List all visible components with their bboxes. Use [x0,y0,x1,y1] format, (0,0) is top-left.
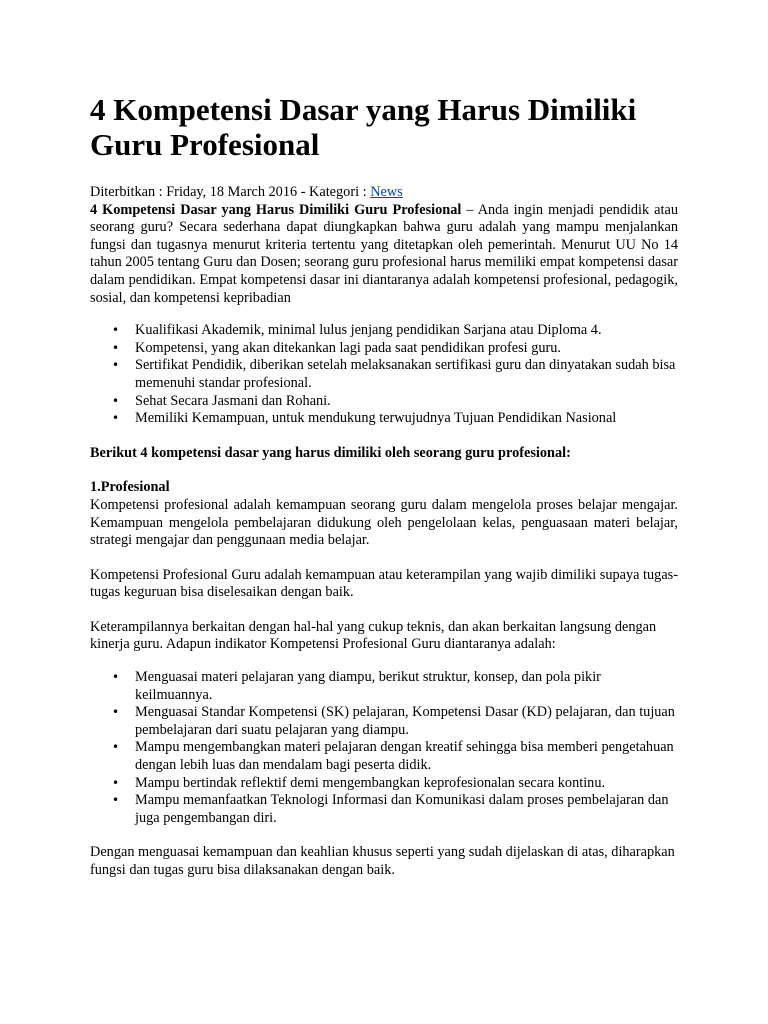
page-title: 4 Kompetensi Dasar yang Harus Dimiliki Guru Profesional [90,92,637,162]
publish-meta [90,184,678,202]
list-item: • Sertifikat Pendidik, diberikan setelah melaksanakan sertifikasi guru dan dinyatakan sudah bisa memenuhi standar profesional. [135,357,678,392]
list-item: • Menguasai Standar Kompetensi (SK) pelajaran, Kompetensi Dasar (KD) pelajaran, dan tujuan pembelajaran dari suatu pelajaran yang diampu. [135,704,678,739]
category-link[interactable]: News [370,184,403,200]
paragraph: Kompetensi profesional adalah kemampuan seorang guru dalam mengelola proses belajar mengajar. Kemampuan mengelola pembelajaran didukung oleh pengelolaan kelas, penguasaan materi belajar, strategi mengajar dan penggunaan media belajar. [90,496,678,549]
list-item: • Mampu mengembangkan materi pelajaran dengan kreatif sehingga bisa memberi pengetahuan dengan lebih luas dan mendalam bagi peserta didik. [135,739,678,774]
list-item: • Mampu memanfaatkan Teknologi Informasi dan Komunikasi dalam proses pembelajaran dan juga pengembangan diri. [135,792,678,827]
intro-paragraph [90,202,678,308]
paragraph: Keterampilannya berkaitan dengan hal-hal yang cukup teknis, dan akan berkaitan langsung dengan kinerja guru. Adapun indikator Kompetensi Profesional Guru diantaranya adalah: [90,618,657,653]
list-item: • Menguasai materi pelajaran yang diampu, berikut struktur, konsep, dan pola pikir keilmuannya. [135,669,678,704]
publish-info: Diterbitkan : Friday, 18 March 2016 - Kategori : [90,184,371,200]
section-intro-heading [90,445,678,463]
article [90,92,678,880]
list-item: • Sehat Secara Jasmani dan Rohani. [135,393,678,411]
paragraph: Kompetensi Profesional Guru adalah kemampuan atau keterampilan yang wajib dimiliki supaya tugas-tugas keguruan bisa diselesaikan dengan baik. [90,566,678,601]
intro-bold-lead: 4 Kompetensi Dasar yang Harus Dimiliki Guru Profesional [90,201,462,218]
list-item: • Kualifikasi Akademik, minimal lulus jenjang pendidikan Sarjana atau Diploma 4. [135,322,678,340]
list-item: • Memiliki Kemampuan, untuk mendukung terwujudnya Tujuan Pendidikan Nasional [135,410,678,428]
list-item: • Mampu bertindak reflektif demi mengembangkan keprofesionalan secara kontinu. [135,775,678,793]
section-heading-profesional [90,479,678,497]
indicators-list [90,669,678,827]
subheading-text: Berikut 4 kompetensi dasar yang harus dimiliki oleh seorang guru profesional: [90,444,571,461]
section-heading-text: 1.Profesional [90,479,170,496]
requirements-list [90,322,678,428]
list-item: • Kompetensi, yang akan ditekankan lagi pada saat pendidikan profesi guru. [135,340,678,358]
intro-text: – Anda ingin menjadi pendidik atau seorang guru? Secara sederhana dapat diungkapkan bahwa guru adalah yang mampu menjalankan fungsi dan tugasnya menurut kriteria tertentu yang ditetapkan oleh pemerintah. Menurut UU No 14 tahun 2005 tentang Guru dan Dosen; seorang guru profesional harus memiliki empat kompetensi dasar dalam pendidikan. Empat kompetensi dasar ini diantaranya adalah kompetensi profesional, pedagogik, sosial, dan kompetensi kepribadian [90,201,679,306]
closing-paragraph: Dengan menguasai kemampuan dan keahlian khusus seperti yang sudah dijelaskan di atas, diharapkan fungsi dan tugas guru bisa dilaksanakan dengan baik. [90,844,675,878]
